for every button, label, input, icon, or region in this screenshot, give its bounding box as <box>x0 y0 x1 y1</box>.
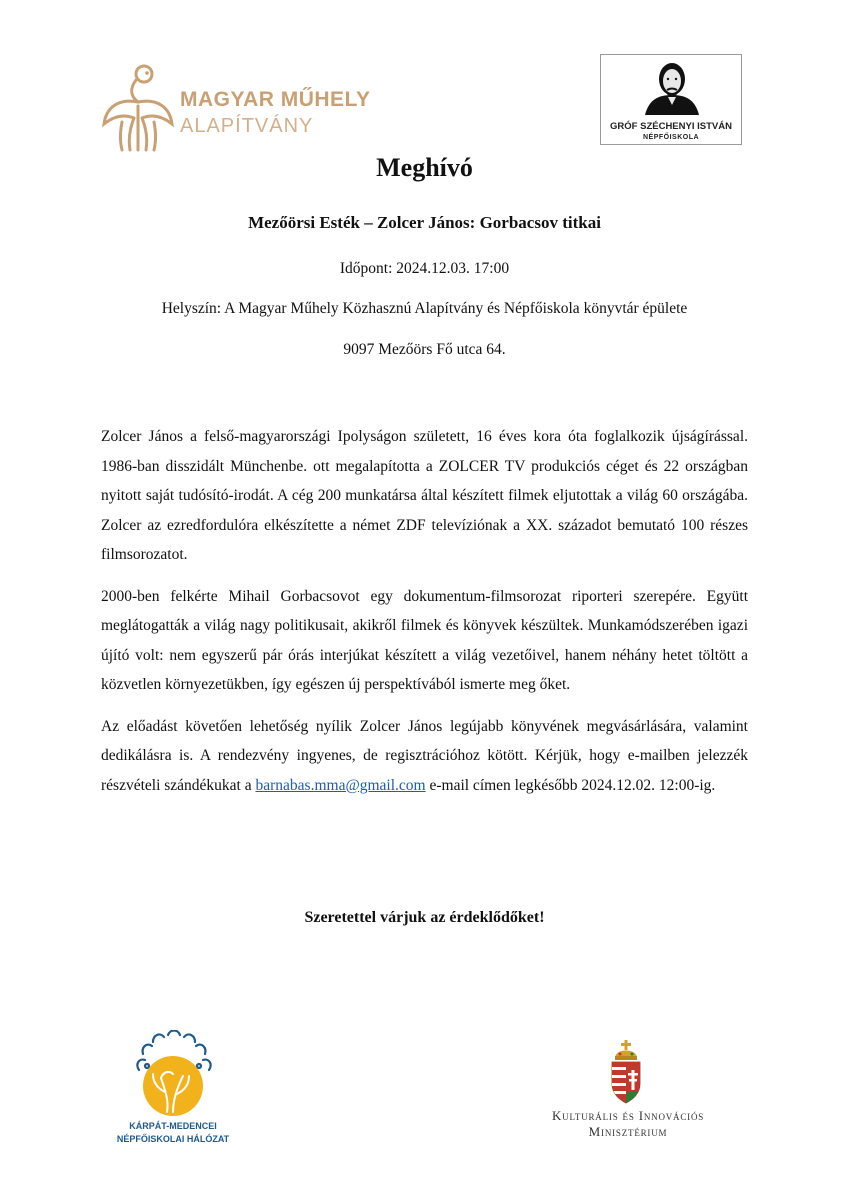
portrait-icon <box>641 57 703 115</box>
szechenyi-subtitle: NÉPFŐISKOLA <box>642 134 700 141</box>
hungarian-coat-of-arms-icon <box>608 1040 644 1104</box>
magyar-muhely-logo <box>100 62 375 157</box>
event-place: Helyszín: A Magyar Műhely Közhasznú Alapítvány és Népfőiskola könyvtár épülete <box>161 300 688 317</box>
eagle-emblem-icon <box>100 62 176 154</box>
szechenyi-name: GRÓF SZÉCHENYI ISTVÁN <box>610 121 732 132</box>
tree-circle-emblem-icon <box>127 1030 219 1120</box>
paragraph-registration <box>101 712 748 801</box>
paragraph-biography: Zolcer János a felső-magyarországi Ipolyságon született, 16 éves kora óta foglalkozik újságírással. 1986-ban disszidált Münchenbe. ott megalapította a ZOLCER TV produkciós céget és 22 országban nyitott saját tudósító-irodát. A cég 200 munkatársa által készített filmek eljutottak a világ 60 országába. Zolcer az ezredfordulóra elkészítette a német ZDF televíziónak a XX. századot bemutató 100 részes filmsorozatot. <box>101 428 748 563</box>
registration-deadline: e-mail címen legkésőbb 2024.12.02. 12:00-ig. <box>425 776 716 794</box>
szechenyi-logo <box>600 54 742 145</box>
ministry-logo <box>530 1040 730 1150</box>
karpat-medencei-logo <box>110 1030 240 1150</box>
registration-text: Az előadást követően lehetőség nyílik Zolcer János legújabb könyvének megvásárlására, valamint dedikálásra is. A rendezvény ingyenes, de regisztrációhoz kötött. Kérjük, hogy e-mailben jelezzék részvételi szándékukat a <box>101 717 748 794</box>
magyar-muhely-subtitle: ALAPÍTVÁNY <box>180 115 314 137</box>
magyar-muhely-name: MAGYAR MŰHELY <box>180 88 371 111</box>
network-name-line1: KÁRPÁT-MEDENCEI <box>129 1121 217 1131</box>
paragraph-gorbachev: 2000-ben felkérte Mihail Gorbacsovot egy dokumentum-filmsorozat riporteri szerepére. Együtt meglátogatták a világ nagy politikusait, akikről filmek és könyvek készültek. Munkamódszerében igazi újító volt: nem egyszerű pár órás interjúkat készített a világ vezetőivel, hanem néhány hetet töltött a közvetlen környezetükben, így egészen új perspektívából ismerte meg őket. <box>101 587 748 693</box>
ministry-name-line2: Minisztérium <box>588 1124 668 1139</box>
invitation-body <box>101 422 748 812</box>
event-time: Időpont: 2024.12.03. 17:00 <box>339 260 510 277</box>
network-name-line2: NÉPFŐISKOLAI HÁLÓZAT <box>116 1134 230 1144</box>
email-link[interactable]: barnabas.mma@gmail.com <box>255 776 426 794</box>
page-title: Meghívó <box>376 153 473 182</box>
ministry-name-line1: Kulturális és Innovációs <box>551 1108 705 1123</box>
closing-line: Szeretettel várjuk az érdeklődőket! <box>304 909 545 926</box>
event-address: 9097 Mezőörs Fő utca 64. <box>343 341 506 358</box>
event-subtitle: Mezőörsi Esték – Zolcer János: Gorbacsov titkai <box>248 213 601 232</box>
